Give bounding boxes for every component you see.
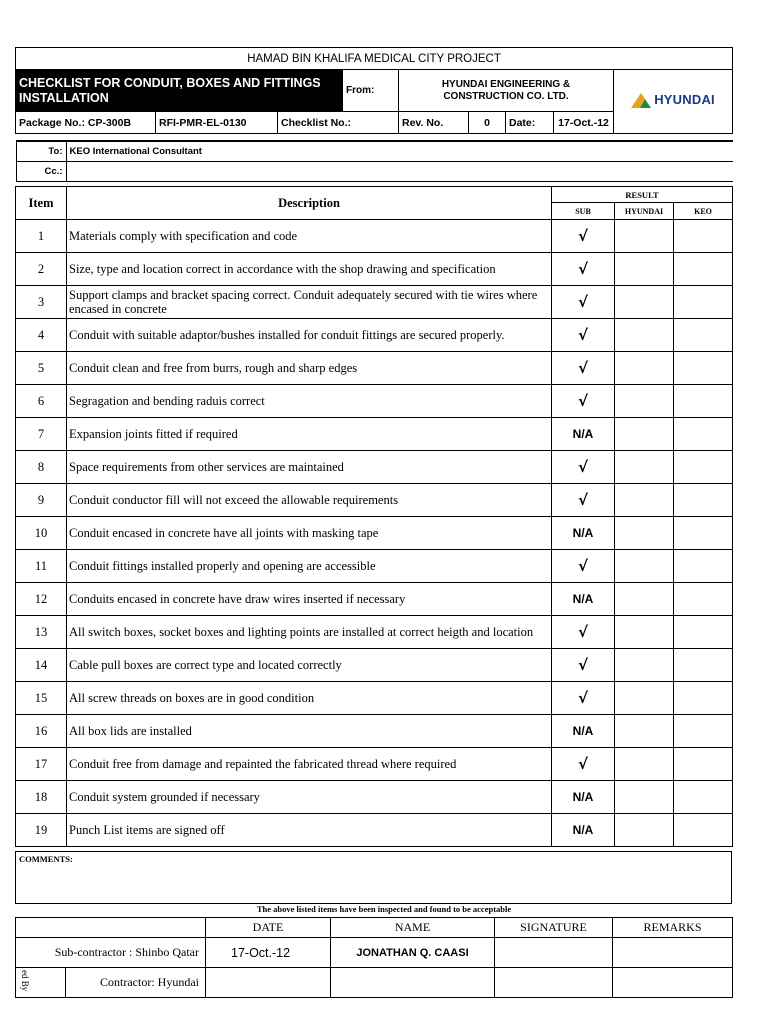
column-header-date: DATE [206,918,331,938]
date-label: Date: [506,112,554,134]
checklist-row [16,715,733,748]
company-name: HYUNDAI ENGINEERING & CONSTRUCTION CO. LTD. [399,70,614,112]
revision-number: 0 [469,112,506,134]
result-sub: √ [552,649,615,682]
item-description: Space requirements from other services are maintained [67,451,552,484]
result-hyundai [615,583,674,616]
result-sub: √ [552,253,615,286]
column-header-result: RESULT [552,187,733,203]
result-sub: N/A [552,517,615,550]
checklist-row [16,616,733,649]
signoff-date [206,968,331,998]
result-hyundai [615,814,674,847]
side-label-text: ed By [20,970,30,992]
result-keo [674,550,733,583]
checklist-row [16,451,733,484]
result-hyundai [615,682,674,715]
checklist-row [16,649,733,682]
result-hyundai [615,616,674,649]
signoff-side-label [16,968,66,998]
item-number: 9 [16,484,67,517]
result-sub: √ [552,220,615,253]
item-number: 5 [16,352,67,385]
item-description: All box lids are installed [67,715,552,748]
result-hyundai [615,319,674,352]
item-number: 14 [16,649,67,682]
item-description: Materials comply with specification and code [67,220,552,253]
checklist-row [16,517,733,550]
result-hyundai [615,418,674,451]
signoff-remarks [613,938,733,968]
to-value: KEO International Consultant [66,142,733,162]
result-sub: √ [552,682,615,715]
result-sub: √ [552,748,615,781]
to-label: To: [16,142,66,162]
result-hyundai [615,517,674,550]
form-header [15,47,733,182]
result-sub: N/A [552,781,615,814]
item-number: 10 [16,517,67,550]
checklist-rows [16,220,733,847]
item-number: 8 [16,451,67,484]
result-hyundai [615,484,674,517]
cc-value [66,162,733,182]
column-header-sub: SUB [552,203,615,220]
item-description: All screw threads on boxes are in good condition [67,682,552,715]
result-sub: √ [552,484,615,517]
result-keo [674,715,733,748]
item-number: 2 [16,253,67,286]
cc-label: Cc.: [16,162,66,182]
item-number: 4 [16,319,67,352]
result-sub: √ [552,385,615,418]
checklist-row [16,286,733,319]
result-sub: N/A [552,715,615,748]
result-keo [674,319,733,352]
result-sub: √ [552,616,615,649]
result-keo [674,352,733,385]
column-header-keo: KEO [674,203,733,220]
from-label: From: [343,70,399,112]
result-keo [674,682,733,715]
result-keo [674,385,733,418]
item-number: 13 [16,616,67,649]
result-sub: √ [552,550,615,583]
item-number: 18 [16,781,67,814]
item-number: 11 [16,550,67,583]
result-keo [674,418,733,451]
item-description: Conduit fittings installed properly and opening are accessible [67,550,552,583]
item-description: Segragation and bending raduis correct [67,385,552,418]
result-keo [674,253,733,286]
column-header-hyundai: HYUNDAI [615,203,674,220]
checklist-row [16,781,733,814]
item-description: Cable pull boxes are correct type and located correctly [67,649,552,682]
result-keo [674,517,733,550]
signoff-role: Sub-contractor : Shinbo Qatar [16,938,206,968]
result-sub: √ [552,286,615,319]
result-keo [674,286,733,319]
result-hyundai [615,385,674,418]
checklist-row [16,814,733,847]
checklist-table [15,186,733,847]
column-header-description: Description [67,187,552,220]
item-description: Conduit conductor fill will not exceed the allowable requirements [67,484,552,517]
checklist-row [16,550,733,583]
addressee-block [16,141,733,183]
signoff-name: JONATHAN Q. CAASI [331,938,495,968]
item-description: Conduit with suitable adaptor/bushes installed for conduit fittings are secured properly. [67,319,552,352]
checklist-row [16,484,733,517]
header-divider [16,134,733,141]
checklist-row [16,748,733,781]
result-sub: √ [552,352,615,385]
item-number: 15 [16,682,67,715]
item-number: 17 [16,748,67,781]
result-sub: N/A [552,583,615,616]
result-hyundai [615,352,674,385]
result-hyundai [615,781,674,814]
checklist-row [16,319,733,352]
item-description: Conduit clean and free from burrs, rough and sharp edges [67,352,552,385]
result-keo [674,649,733,682]
item-description: Punch List items are signed off [67,814,552,847]
result-hyundai [615,253,674,286]
result-hyundai [615,649,674,682]
result-sub: √ [552,451,615,484]
hyundai-logo-icon [631,91,651,108]
item-number: 3 [16,286,67,319]
item-number: 19 [16,814,67,847]
checklist-row [16,253,733,286]
comments-label: COMMENTS: [16,852,732,904]
item-number: 7 [16,418,67,451]
result-keo [674,220,733,253]
checklist-row [16,220,733,253]
checklist-row [16,583,733,616]
signoff-date: 17-Oct.-12 [206,938,331,968]
rfi-number: RFI-PMR-EL-0130 [156,112,278,134]
result-sub: √ [552,319,615,352]
result-hyundai [615,220,674,253]
signoff-remarks [613,968,733,998]
checklist-number-label: Checklist No.: [278,112,399,134]
date-value: 17-Oct.-12 [554,112,614,134]
item-description: All switch boxes, socket boxes and lighting points are installed at correct heigth and location [67,616,552,649]
checklist-row [16,385,733,418]
result-keo [674,781,733,814]
item-number: 12 [16,583,67,616]
result-keo [674,451,733,484]
package-number: Package No.: CP-300B [16,112,156,134]
result-sub: N/A [552,418,615,451]
result-keo [674,616,733,649]
column-header-item: Item [16,187,67,220]
item-description: Conduit free from damage and repainted the fabricated thread where required [67,748,552,781]
checklist-row [16,682,733,715]
item-description: Expansion joints fitted if required [67,418,552,451]
result-keo [674,748,733,781]
checklist-row [16,352,733,385]
item-description: Size, type and location correct in accordance with the shop drawing and specification [67,253,552,286]
result-sub: N/A [552,814,615,847]
column-header-signature: SIGNATURE [495,918,613,938]
revision-label: Rev. No. [399,112,469,134]
result-keo [674,814,733,847]
result-hyundai [615,451,674,484]
item-description: Conduit system grounded if necessary [67,781,552,814]
signoff-signature [495,968,613,998]
column-header-remarks: REMARKS [613,918,733,938]
form-title: CHECKLIST FOR CONDUIT, BOXES AND FITTINGS INSTALLATION [16,70,343,112]
result-hyundai [615,715,674,748]
result-hyundai [615,550,674,583]
item-number: 16 [16,715,67,748]
item-description: Support clamps and bracket spacing correct. Conduit adequately secured with tie wires where encased in concrete [67,286,552,319]
signoff-corner [16,918,206,938]
item-description: Conduit encased in concrete have all joints with masking tape [67,517,552,550]
column-header-name: NAME [331,918,495,938]
company-logo [614,70,733,134]
item-description: Conduits encased in concrete have draw wires inserted if necessary [67,583,552,616]
result-keo [674,484,733,517]
result-hyundai [615,748,674,781]
comments-box [15,851,732,904]
result-keo [674,583,733,616]
signoff-table [15,917,733,998]
item-number: 6 [16,385,67,418]
checklist-row [16,418,733,451]
result-hyundai [615,286,674,319]
signoff-role: Contractor: Hyundai [66,968,206,998]
signoff-signature [495,938,613,968]
project-name: HAMAD BIN KHALIFA MEDICAL CITY PROJECT [16,48,733,70]
signoff-name [331,968,495,998]
logo-text: HYUNDAI [654,91,715,107]
acceptance-statement: The above listed items have been inspected and found to be acceptable [256,904,512,914]
item-number: 1 [16,220,67,253]
